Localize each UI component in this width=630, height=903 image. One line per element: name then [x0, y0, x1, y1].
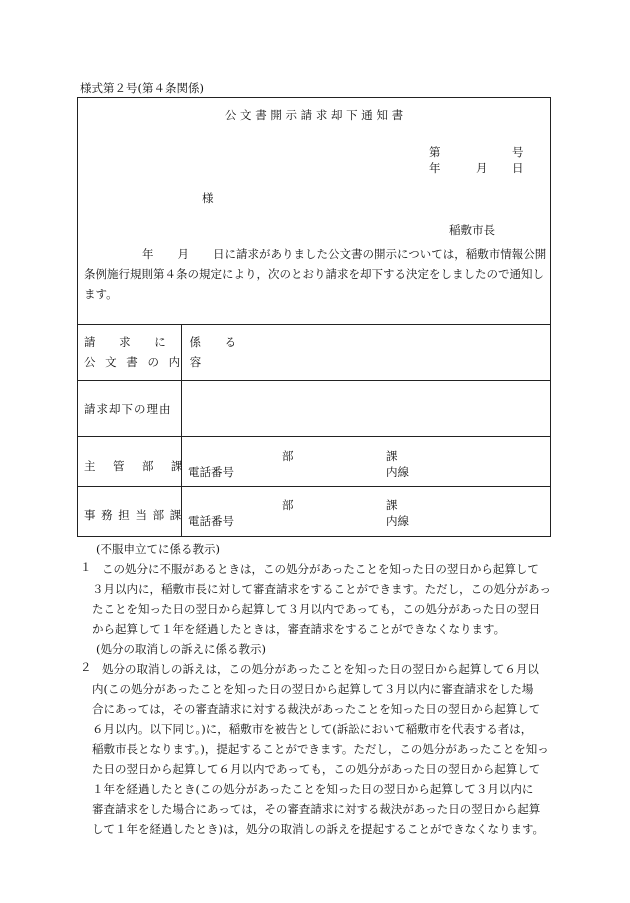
row4-ka: 課 — [386, 498, 398, 512]
date-month: 月 — [476, 161, 488, 175]
notice1-line: たことを知った日の翌日から起算して３月以内であっても，この処分があった日の翌日 — [92, 602, 541, 616]
row3-bu: 部 — [282, 449, 294, 463]
doc-number-dai: 第 — [429, 145, 441, 159]
form-number: 様式第２号(第４条関係) — [80, 81, 204, 95]
row1-label-line2: 公 文 書 の 内 容 — [84, 355, 205, 369]
table-row-rule — [78, 380, 550, 381]
row4-label: 事 務 担 当 部 課 — [84, 508, 183, 522]
notice2-line: 稲敷市長となります。)，提起することができます。ただし，この処分があったことを知っ — [92, 742, 549, 756]
notice2-line: た日の翌日から起算して６月以内であっても，この処分があった日の翌日から起算して — [92, 762, 541, 776]
table-row-rule — [78, 436, 550, 437]
row4-naisen: 内線 — [386, 514, 409, 528]
row3-ka: 課 — [386, 449, 398, 463]
body-text: 日に請求がありました公文書の開示については，稲敷市情報公開条例施行規則第４条の規定により，次のとおり請求を却下する決定をしましたので通知します。 — [84, 247, 547, 301]
row4-tel: 電話番号 — [188, 514, 234, 528]
addressee-suffix: 様 — [202, 191, 214, 205]
doc-number-go: 号 — [512, 145, 524, 159]
row3-label: 主 管 部 課 — [84, 459, 186, 473]
row3-tel: 電話番号 — [188, 465, 234, 479]
date-day: 日 — [512, 161, 524, 175]
notice2-line: 審査請求をした場合にあっては，その審査請求に対する裁決があった日の翌日から起算 — [92, 802, 541, 816]
issuer-name: 稲敷市長 — [449, 223, 495, 237]
table-row-rule — [78, 486, 550, 487]
notice2-heading: (処分の取消しの訴えに係る教示) — [96, 642, 266, 656]
body-month: 月 — [177, 247, 189, 261]
notice-body — [84, 244, 548, 304]
notice-form-frame — [77, 97, 551, 537]
notice1-line: から起算して１年を経過したときは，審査請求をすることができなくなります。 — [92, 622, 506, 636]
notice2-line: して１年を経過したとき)は，処分の取消しの訴えを提起することができなくなります。 — [92, 822, 545, 836]
notice2-number: ２ — [80, 660, 92, 674]
notice2-line: ６月以内。以下同じ。)に，稲敷市を被告として(訴訟において稲敷市を代表する者は， — [92, 722, 533, 736]
notice2-line: １年を経過したとき(この処分があったことを知った日の翌日から起算して３月以内に — [92, 782, 534, 796]
notice1-line: ３月以内に，稲敷市長に対して審査請求をすることができます。ただし，この処分があっ — [92, 582, 551, 596]
notice2-line: 内(この処分があったことを知った日の翌日から起算して３月以内に審査請求をした場 — [92, 682, 534, 696]
notice1-heading: (不服申立てに係る教示) — [96, 542, 220, 556]
row4-bu: 部 — [282, 498, 294, 512]
notice1-line: この処分に不服があるときは，この処分があったことを知った日の翌日から起算して — [102, 562, 539, 576]
table-top-rule — [78, 324, 550, 325]
notice2-line: 処分の取消しの訴えは，この処分があったことを知った日の翌日から起算して６月以 — [102, 662, 539, 676]
row3-naisen: 内線 — [386, 465, 409, 479]
form-title: 公 文 書 開 示 請 求 却 下 通 知 書 — [224, 108, 404, 122]
date-year: 年 — [429, 161, 441, 175]
notice1-number: １ — [80, 560, 92, 574]
notice2-line: 合にあっては，その審査請求に対する裁決があったことを知った日の翌日から起算して — [92, 702, 541, 716]
row2-label: 請求却下の理由 — [84, 402, 172, 416]
body-year: 年 — [142, 247, 154, 261]
row1-label-line1: 請 求 に 係 る — [84, 335, 247, 349]
